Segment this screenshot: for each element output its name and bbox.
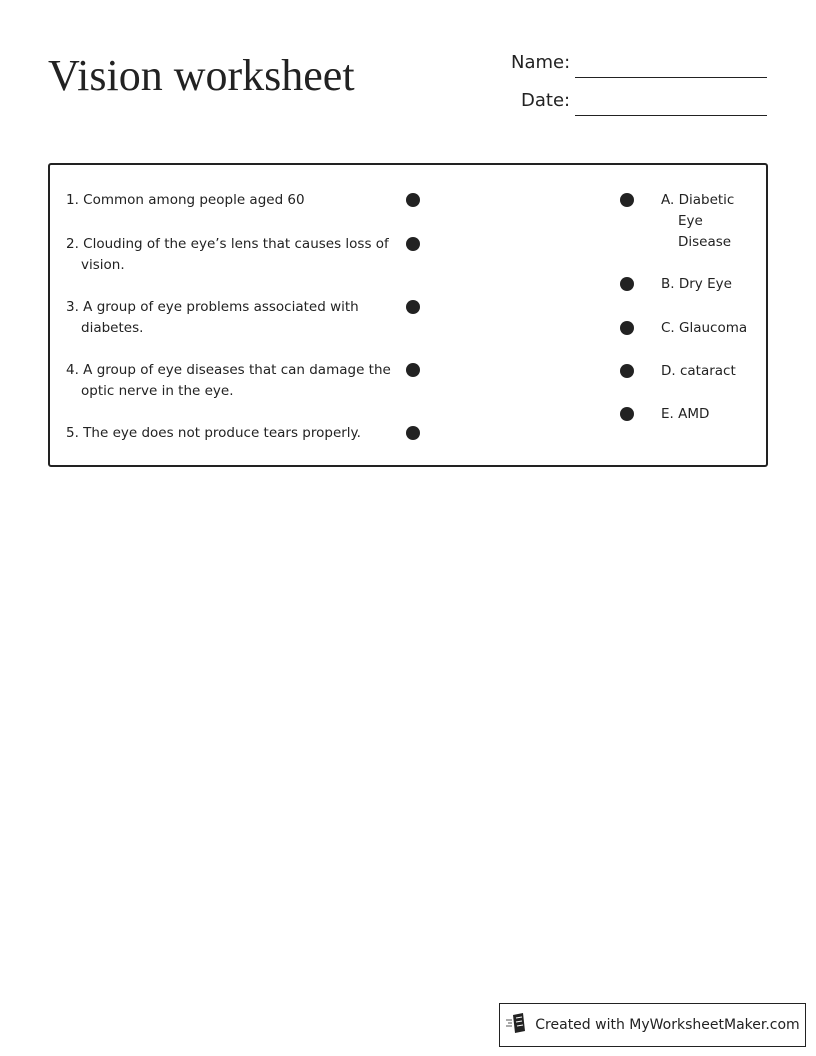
footer-credit[interactable]: [499, 1003, 806, 1047]
question-3: 3. A group of eye problems associated with diabetes.: [66, 299, 359, 336]
question-4: 4. A group of eye diseases that can damage the optic nerve in the eye.: [66, 362, 391, 399]
answer-a-dot[interactable]: [620, 193, 634, 207]
question-1-dot[interactable]: [406, 193, 420, 207]
question-5: 5. The eye does not produce tears properly.: [66, 425, 361, 441]
question-2-dot[interactable]: [406, 237, 420, 251]
question-3-dot[interactable]: [406, 300, 420, 314]
question-2: 2. Clouding of the eye’s lens that causes loss of vision.: [66, 236, 389, 273]
answer-c: C. Glaucoma: [661, 320, 748, 336]
answer-b: B. Dry Eye: [661, 276, 732, 292]
date-label: Date:: [521, 90, 571, 111]
name-field[interactable]: [575, 77, 767, 78]
name-label: Name:: [511, 52, 571, 73]
date-field[interactable]: [575, 115, 767, 116]
answer-e-dot[interactable]: [620, 407, 634, 421]
answer-a: A. Diabetic Eye Disease: [661, 192, 735, 250]
answer-e: E. AMD: [661, 406, 710, 422]
answer-d-dot[interactable]: [620, 364, 634, 378]
footer-text: Created with MyWorksheetMaker.com: [535, 1017, 800, 1033]
question-1: 1. Common among people aged 60: [66, 192, 305, 208]
page-title: Vision worksheet: [48, 51, 355, 100]
question-5-dot[interactable]: [406, 426, 420, 440]
question-4-dot[interactable]: [406, 363, 420, 377]
answer-b-dot[interactable]: [620, 277, 634, 291]
answer-c-dot[interactable]: [620, 321, 634, 335]
answer-d: D. cataract: [661, 363, 736, 379]
worksheet-logo-icon: [505, 1012, 527, 1038]
